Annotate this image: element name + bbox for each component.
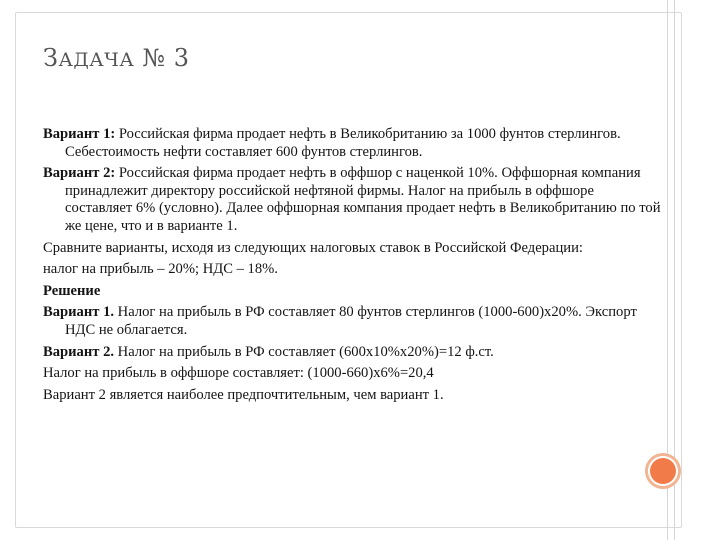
slide-body [43, 126, 663, 408]
paragraph-text: налог на прибыль – 20%; НДС – 18%. [43, 261, 278, 278]
title-initial: З [43, 44, 59, 72]
paragraph-label: Решение [43, 282, 101, 299]
title-number: № 3 [134, 44, 190, 72]
paragraph-text: Вариант 2 является наиболее предпочтительным, чем вариант 1. [43, 386, 444, 403]
decorative-dot [650, 458, 676, 484]
paragraph-text: Налог на прибыль в РФ составляет 80 фунтов стерлингов (1000-600)x20%. Экспорт НДС не облагается. [65, 304, 637, 338]
paragraph-text: Российская фирма продает нефть в Великобританию за 1000 фунтов стерлингов. Себестоимость нефти составляет 600 фунтов стерлингов. [65, 126, 621, 160]
paragraph-label: Вариант 1: [43, 126, 116, 142]
solution-variant-1 [43, 304, 663, 339]
paragraph-text: Сравните варианты, исходя из следующих налоговых ставок в Российской Федерации: [43, 239, 583, 256]
solution-heading [43, 283, 663, 301]
paragraph-text: Налог на прибыль в РФ составляет (600x10%x20%)=12 ф.ст. [114, 343, 494, 360]
paragraph-variant-1 [43, 126, 663, 161]
paragraph-label: Вариант 2: [43, 165, 116, 182]
slide-title [43, 44, 190, 72]
paragraph-variant-2 [43, 165, 663, 235]
paragraph-rates [43, 261, 663, 279]
paragraph-label: Вариант 1. [43, 304, 115, 321]
solution-variant-2 [43, 344, 663, 362]
solution-offshore-tax [43, 365, 663, 383]
paragraph-compare [43, 240, 663, 258]
paragraph-label: Вариант 2. [43, 343, 115, 360]
paragraph-text: Налог на прибыль в оффшоре составляет: (1000-660)x6%=20,4 [43, 365, 434, 382]
title-rest: АДАЧА [58, 49, 135, 71]
solution-conclusion [43, 387, 663, 405]
paragraph-text: Российская фирма продает нефть в оффшор с наценкой 10%. Оффшорная компания принадлежит директору российской нефтяной фирмы. Налог на прибыль в оффшоре составляет 6% (условно). Далее оффшорная компания продает нефть в Великобританию по той же цене, что и в варианте 1. [65, 165, 661, 234]
